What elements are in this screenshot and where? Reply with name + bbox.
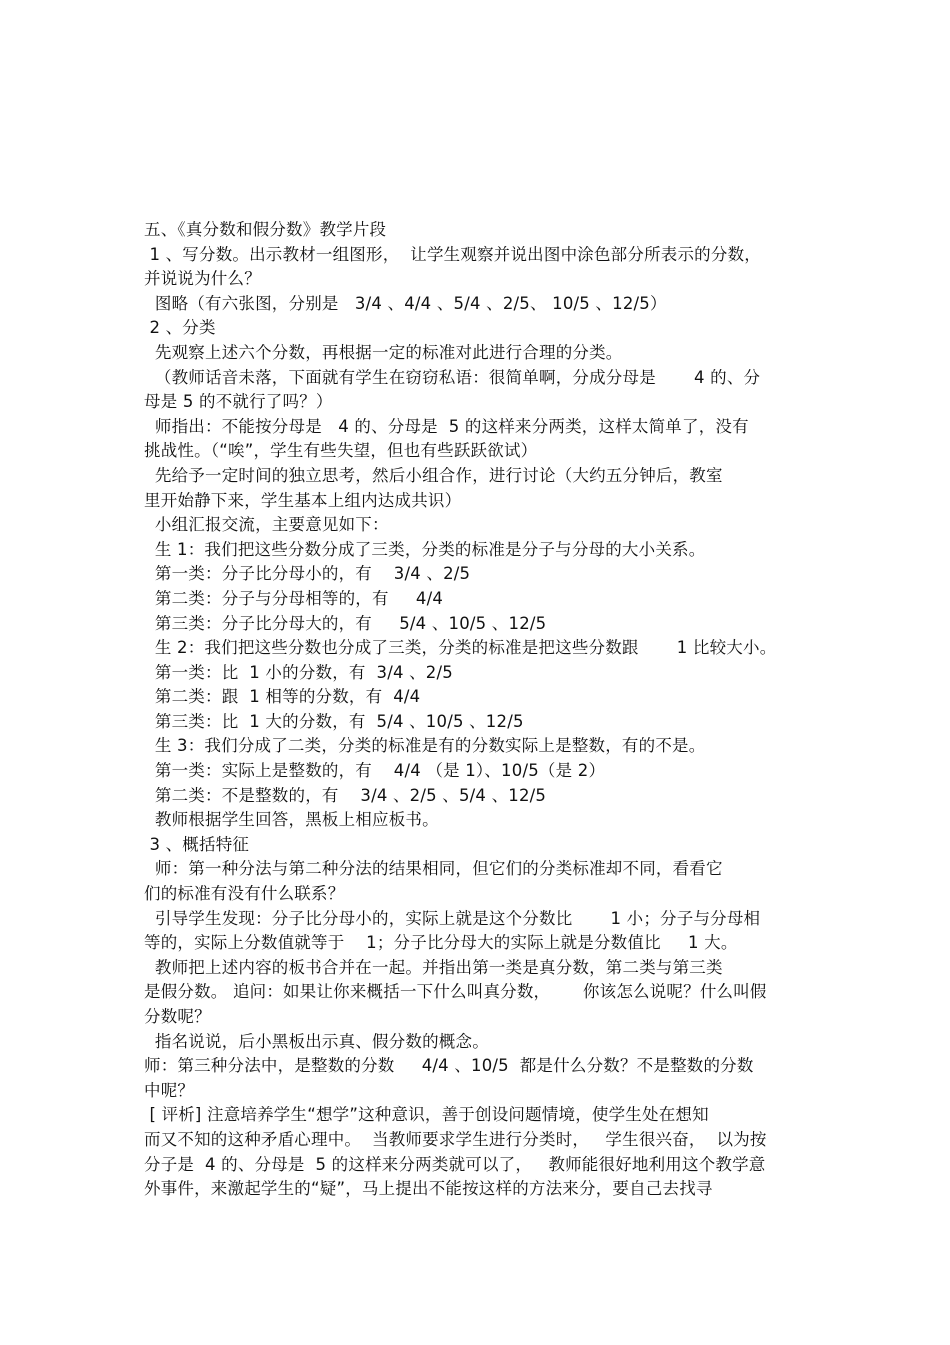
text-line: 先给予一定时间的独立思考，然后小组合作，进行讨论（大约五分钟后，教室 [144, 465, 723, 485]
text-line: 师：第一种分法与第二种分法的结果相同，但它们的分类标准却不同，看看它 [144, 859, 723, 879]
text-line: 母是 5 的不就行了吗？） [144, 392, 333, 412]
text-line: 第一类：分子比分母小的，有 3/4 、2/5 [144, 564, 471, 584]
text-line: 里开始静下来，学生基本上组内达成共识） [144, 490, 462, 510]
step-heading: 3 、概括特征 [144, 834, 250, 854]
text-line: 第二类：跟 1 相等的分数，有 4/4 [144, 687, 421, 707]
text-line: 小组汇报交流，主要意见如下： [144, 515, 389, 535]
text-line: 生 1：我们把这些分数分成了三类，分类的标准是分子与分母的大小关系。 [144, 539, 706, 559]
text-line: 教师把上述内容的板书合并在一起。并指出第一类是真分数，第二类与第三类 [144, 957, 723, 977]
text-line: 并说说为什么？ [144, 269, 261, 289]
text-line: 生 2：我们把这些分数也分成了三类，分类的标准是把这些分数跟 1 比较大小。 [144, 638, 777, 658]
text-line: 教师根据学生回答，黑板上相应板书。 [144, 810, 439, 830]
text-line: 先观察上述六个分数，再根据一定的标准对此进行合理的分类。 [144, 342, 623, 362]
text-line: [ 评析] 注意培养学生“想学”这种意识，善于创设问题情境，使学生处在想知 [144, 1105, 709, 1125]
text-line: 第三类：比 1 大的分数，有 5/4 、10/5 、12/5 [144, 711, 524, 731]
text-line: 中呢？ [144, 1080, 195, 1100]
text-line: 第二类：分子与分母相等的，有 4/4 [144, 588, 444, 608]
text-line: 第三类：分子比分母大的，有 5/4 、10/5 、12/5 [144, 613, 547, 633]
section-title: 五、《真分数和假分数》教学片段 [144, 220, 387, 239]
text-line: 师指出：不能按分母是 4 的、分母是 5 的这样来分两类，这样太简单了，没有 [144, 416, 749, 436]
text-line: 外事件，来激起学生的“疑”，马上提出不能按这样的方法来分，要自己去找寻 [144, 1179, 713, 1199]
text-line: 师：第三种分法中，是整数的分数 4/4 、10/5 都是什么分数？不是整数的分数 [144, 1056, 754, 1076]
text-line: 图略（有六张图，分别是 3/4 、4/4 、5/4 、2/5、 10/5 、12/5） [144, 293, 667, 313]
text-line: 1 、写分数。出示教材一组图形， 让学生观察并说出图中涂色部分所表示的分数， [144, 244, 761, 264]
document-body [144, 218, 824, 1202]
text-line: 分数呢？ [144, 1007, 211, 1026]
text-line: 等的，实际上分数值就等于 1；分子比分母大的实际上就是分数值比 1 大。 [144, 933, 738, 953]
text-line: 是假分数。 追问：如果让你来概括一下什么叫真分数， 你该怎么说呢？什么叫假 [144, 982, 767, 1002]
text-line: 分子是 4 的、分母是 5 的这样来分两类就可以了， 教师能很好地利用这个教学意 [144, 1154, 766, 1174]
text-line: 第一类：比 1 小的分数，有 3/4 、2/5 [144, 662, 453, 682]
text-line: 第二类：不是整数的，有 3/4 、2/5 、5/4 、12/5 [144, 785, 547, 805]
step-heading: 2 、分类 [144, 318, 216, 338]
text-line: 第一类：实际上是整数的，有 4/4 （是 1）、10/5（是 2） [144, 761, 606, 781]
text-line: 生 3：我们分成了二类，分类的标准是有的分数实际上是整数，有的不是。 [144, 736, 706, 756]
text-line: 而又不知的这种矛盾心理中。 当教师要求学生进行分类时， 学生很兴奋， 以为按 [144, 1129, 767, 1149]
text-line: 指名说说，后小黑板出示真、假分数的概念。 [144, 1031, 489, 1051]
text-line: （教师话音未落，下面就有学生在窃窃私语：很简单啊，分成分母是 4 的、分 [144, 367, 761, 387]
text-line: 们的标准有没有什么联系？ [144, 884, 345, 904]
text-line: 引导学生发现：分子比分母小的，实际上就是这个分数比 1 小；分子与分母相 [144, 908, 761, 928]
text-line: 挑战性。（“唉”，学生有些失望，但也有些跃跃欲试） [144, 441, 538, 461]
